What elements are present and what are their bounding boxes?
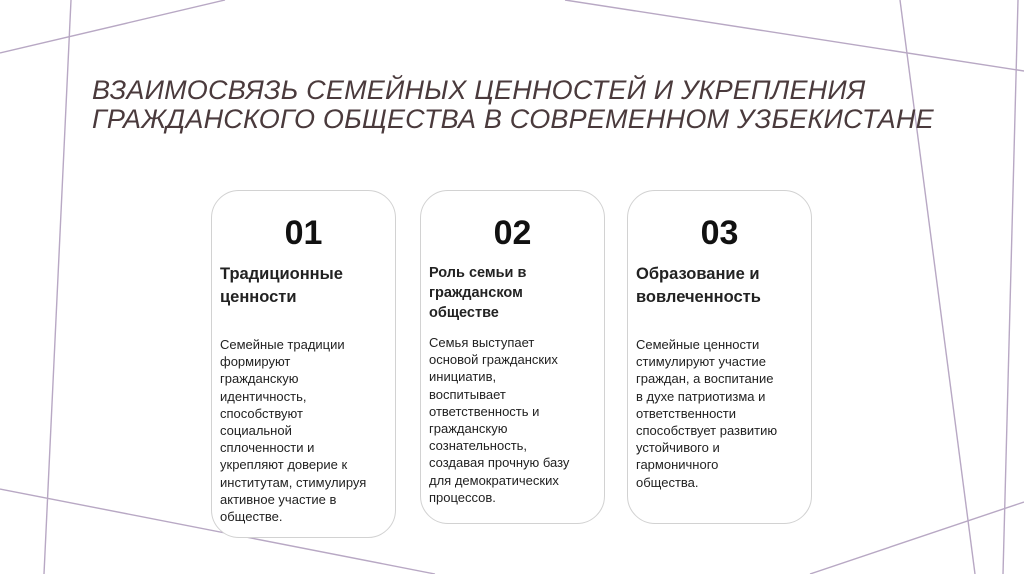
card-education-engagement — [627, 190, 812, 524]
card-text-line: создавая прочную базу — [429, 455, 570, 471]
card-text-line: инициатив, — [429, 369, 497, 385]
card-heading-line: ценности — [220, 288, 297, 306]
card-text-line: Семья выступает — [429, 335, 535, 350]
card-family-role — [420, 190, 605, 524]
decor-line-right-vertical — [1003, 0, 1018, 574]
card-text-line: Семейные традиции — [220, 337, 345, 352]
card-text-line: активное участие в — [220, 491, 337, 507]
card-text-line: процессов. — [429, 489, 496, 505]
card-text-line: ответственности — [636, 405, 737, 421]
card-text-line: формируют — [220, 354, 291, 370]
slide-title-line-1: ВЗАИМОСВЯЗЬ СЕМЕЙНЫХ ЦЕННОСТЕЙ И УКРЕПЛЕНИЯ — [92, 75, 866, 105]
card-text-line: граждан, а воспитание — [636, 371, 774, 387]
card-text-line: гражданскую — [220, 371, 299, 387]
card-heading — [220, 263, 387, 309]
card-text-line: обществе. — [220, 509, 283, 525]
card-text-line: социальной — [220, 423, 292, 439]
slide-title-line-2: ГРАЖДАНСКОГО ОБЩЕСТВА В СОВРЕМЕННОМ УЗБЕКИСТАНЕ — [92, 104, 934, 134]
card-text-line: основой гражданских — [429, 352, 558, 368]
decor-line-bottom-right — [810, 502, 1024, 574]
card-text-line: сознательность, — [429, 438, 528, 454]
card-text-line: гармоничного — [636, 457, 719, 473]
card-text-line: в духе патриотизма и — [636, 388, 766, 404]
card-text-line: Семейные ценности — [636, 337, 760, 352]
card-text-line: стимулируют участие — [636, 354, 766, 370]
card-number: 01 — [284, 214, 323, 252]
card-heading-line: гражданском — [429, 285, 523, 301]
card-heading — [429, 263, 596, 323]
card-description — [429, 334, 600, 506]
card-text-line: сплоченности и — [220, 440, 315, 456]
card-text-line: устойчивого и — [636, 440, 720, 456]
card-heading-line: Роль семьи в — [429, 265, 527, 281]
decor-line-top-right — [565, 0, 1024, 71]
card-heading-line: обществе — [429, 305, 499, 321]
decor-line-top-left — [0, 0, 225, 53]
card-description — [636, 336, 807, 491]
card-text-line: гражданскую — [429, 421, 508, 437]
card-text-line: укрепляют доверие к — [220, 457, 348, 473]
card-text-line: способствует развитию — [636, 423, 778, 439]
card-text-line: идентичность, — [220, 388, 307, 404]
card-text-line: общества. — [636, 474, 699, 490]
card-text-line: способствуют — [220, 405, 303, 421]
card-text-line: ответственность и — [429, 403, 540, 419]
card-description — [220, 336, 391, 525]
card-text-line: для демократических — [429, 472, 559, 488]
card-heading-line: вовлеченность — [636, 288, 761, 306]
card-number: 03 — [700, 214, 739, 252]
card-number: 02 — [493, 214, 532, 252]
card-heading — [636, 263, 803, 309]
slide-title — [92, 76, 952, 134]
card-heading-line: Традиционные — [220, 265, 343, 283]
card-heading-line: Образование и — [636, 265, 760, 283]
decor-line-left-vertical — [44, 0, 71, 574]
card-text-line: воспитывает — [429, 386, 506, 402]
card-text-line: институтам, стимулируя — [220, 474, 367, 490]
card-traditional-values — [211, 190, 396, 538]
